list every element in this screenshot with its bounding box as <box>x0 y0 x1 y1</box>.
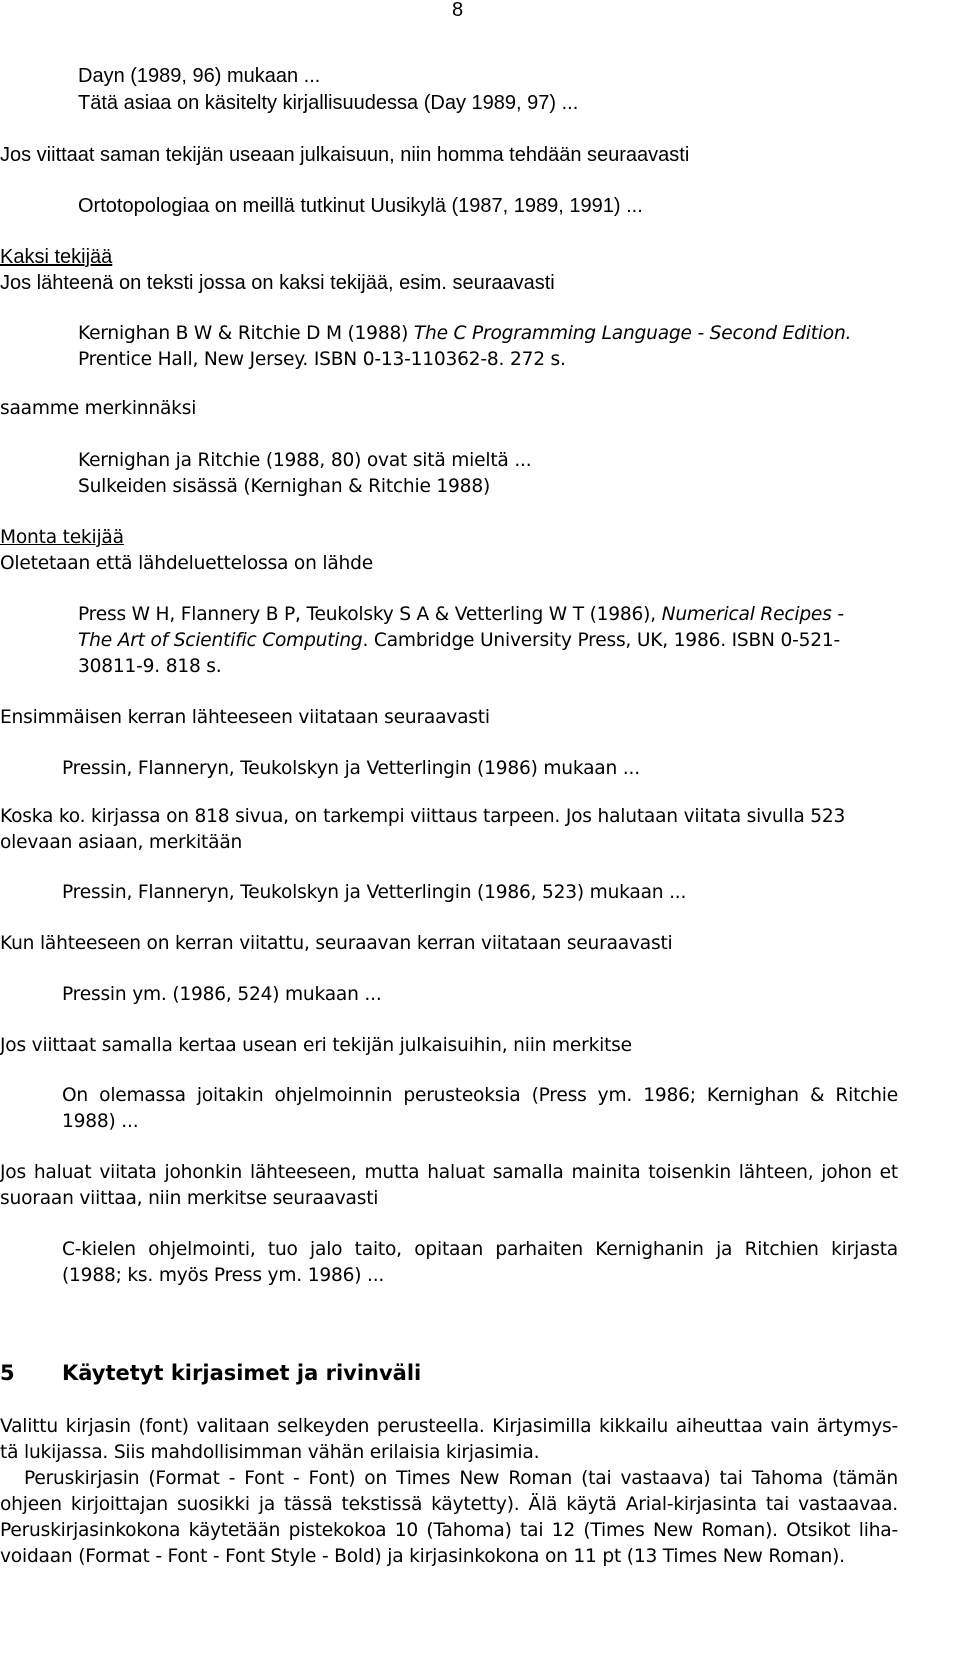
reference-authors: Press W H, Flannery B P, Teukolsky S A & Vetterling W T (1986), <box>78 604 662 625</box>
subheading-many-authors: Monta tekijää <box>0 527 124 548</box>
citation-example-line: Pressin, Flanneryn, Teukolskyn ja Vetterlingin (1986, 523) mukaan ... <box>62 882 687 903</box>
body-text-line: voidaan (Format - Font - Font Style - Bold) ja kirjasinkokona on 11 pt (13 Times New Roman). <box>0 1546 845 1567</box>
citation-example-line: Tätä asiaa on käsitelty kirjallisuudessa (Day 1989, 97) ... <box>78 92 579 114</box>
reference-authors: Kernighan B W & Ritchie D M (1988) <box>78 323 414 344</box>
body-text-line: Oletetaan että lähdeluettelossa on lähde <box>0 553 373 574</box>
body-text-line: saamme merkinnäksi <box>0 398 197 419</box>
body-text-line: Jos viittaat samalla kertaa usean eri tekijän julkaisuihin, niin merkitse <box>0 1035 632 1056</box>
body-text-line: Peruskirjasin (Format - Font - Font) on Times New Roman (tai vastaava) tai Tahoma (tämän <box>24 1468 898 1489</box>
body-text-line: tä lukijassa. Siis mahdollisimman vähän erilaisia kirjasimia. <box>0 1442 540 1463</box>
body-text-line: olevaan asiaan, merkitään <box>0 832 243 853</box>
citation-example-line: (1988; ks. myös Press ym. 1986) ... <box>62 1265 385 1286</box>
page-number: 8 <box>452 0 464 21</box>
section-title: Käytetyt kirjasimet ja rivinväli <box>62 1361 422 1385</box>
body-text-line: Jos lähteenä on teksti jossa on kaksi tekijää, esim. seuraavasti <box>0 272 555 294</box>
subheading-two-authors: Kaksi tekijää <box>0 246 113 268</box>
reference-entry-line <box>78 628 840 654</box>
reference-title: The Art of Scientific Computing <box>78 630 363 651</box>
body-text-line: Jos viittaat saman tekijän useaan julkaisuun, niin homma tehdään seuraavasti <box>0 144 690 166</box>
reference-title: The C Programming Language - Second Edition. <box>413 323 852 344</box>
citation-example-line: Sulkeiden sisässä (Kernighan & Ritchie 1988) <box>78 476 491 497</box>
citation-example-line: Ortotopologiaa on meillä tutkinut Uusikylä (1987, 1989, 1991) ... <box>78 195 643 217</box>
section-number: 5 <box>0 1361 15 1385</box>
citation-example-line: Pressin ym. (1986, 524) mukaan ... <box>62 984 382 1005</box>
body-text-line: Ensimmäisen kerran lähteeseen viitataan seuraavasti <box>0 707 490 728</box>
body-text-line: Kun lähteeseen on kerran viitattu, seuraavan kerran viitataan seuraavasti <box>0 933 673 954</box>
body-text-line: Valittu kirjasin (font) valitaan selkeyden perusteella. Kirjasimilla kikkailu aiheuttaa vain ärtymys- <box>0 1416 898 1437</box>
citation-example-line: Dayn (1989, 96) mukaan ... <box>78 65 321 87</box>
citation-example-line: On olemassa joitakin ohjelmoinnin perusteoksia (Press ym. 1986; Kernighan & Ritchie <box>62 1085 898 1106</box>
reference-entry-line: 30811-9. 818 s. <box>78 656 222 677</box>
reference-entry-line: Prentice Hall, New Jersey. ISBN 0-13-110362-8. 272 s. <box>78 349 566 370</box>
reference-entry-line <box>78 321 851 347</box>
body-text-line: suoraan viittaa, niin merkitse seuraavasti <box>0 1188 379 1209</box>
citation-example-line: Pressin, Flanneryn, Teukolskyn ja Vetterlingin (1986) mukaan ... <box>62 758 640 779</box>
reference-title: Numerical Recipes - <box>661 604 844 625</box>
section-heading <box>0 1358 960 1388</box>
reference-publisher: . Cambridge University Press, UK, 1986. ISBN 0-521- <box>362 630 841 651</box>
body-text-line: Jos haluat viitata johonkin lähteeseen, mutta haluat samalla mainita toisenkin lähteen, johon et <box>0 1162 898 1183</box>
body-text-line: ohjeen kirjoittajan suosikki ja tässä tekstissä käytetty). Älä käytä Arial-kirjasinta tai vastaavaa. <box>0 1494 898 1515</box>
body-text-line: Peruskirjasinkokona käytetään pistekokoa 10 (Tahoma) tai 12 (Times New Roman). Otsikot liha- <box>0 1520 898 1541</box>
body-text-line: Koska ko. kirjassa on 818 sivua, on tarkempi viittaus tarpeen. Jos halutaan viitata sivulla 523 <box>0 806 846 827</box>
reference-entry-line <box>78 602 898 628</box>
citation-example-line: C-kielen ohjelmointi, tuo jalo taito, opitaan parhaiten Kernighanin ja Ritchien kirjasta <box>62 1239 898 1260</box>
citation-example-line: Kernighan ja Ritchie (1988, 80) ovat sitä mieltä ... <box>78 450 532 471</box>
citation-example-line: 1988) ... <box>62 1111 139 1132</box>
